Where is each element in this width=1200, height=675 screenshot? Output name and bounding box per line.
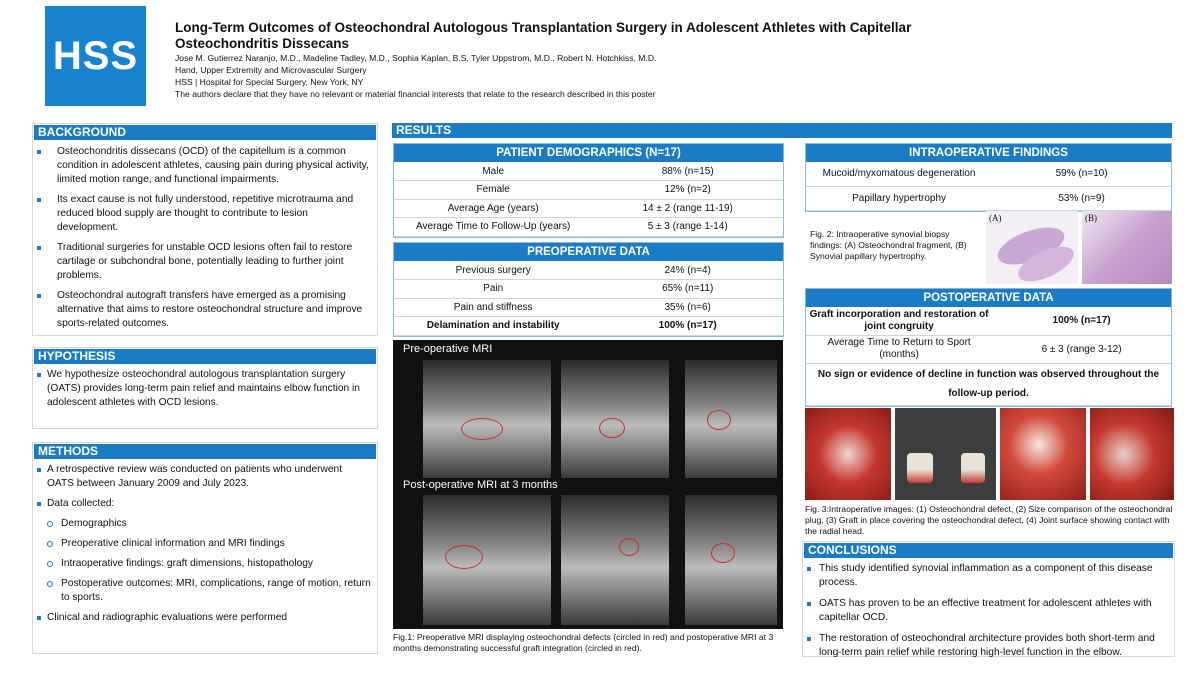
graft-circle xyxy=(619,538,639,556)
graft-circle xyxy=(445,545,483,569)
background-item: Traditional surgeries for unstable OCD lesions often fail to restore cartilage or subchondral bone, potentially leading to further joint problems. xyxy=(33,241,369,283)
label-b: (B) xyxy=(1085,213,1097,223)
mri-image xyxy=(423,495,551,625)
graft-circle xyxy=(711,543,735,563)
demographics-table xyxy=(393,143,784,238)
table-row xyxy=(394,181,783,200)
conclusions-heading: CONCLUSIONS xyxy=(804,543,1173,558)
biopsy-image-b xyxy=(1082,211,1172,284)
mri-image xyxy=(685,360,777,478)
fig1-caption: Fig.1: Preoperative MRI displaying osteochondral defects (circled in red) and postoperative MRI at 3 months demonstrating successful graft integration (circled in red). xyxy=(393,632,774,653)
results-heading: RESULTS xyxy=(392,123,1172,138)
title-line-2: Osteochondritis Dissecans xyxy=(175,36,350,51)
methods-subitem: Intraoperative findings: graft dimensions, histopathology xyxy=(33,557,371,571)
cell-value: 53% (n=9) xyxy=(992,186,1171,210)
logo-text: HSS xyxy=(52,33,139,78)
table-row xyxy=(394,162,783,181)
cell-label: Previous surgery xyxy=(394,261,592,280)
intraop-photo-3 xyxy=(1000,408,1086,500)
cell-label: Average Time to Follow-Up (years) xyxy=(394,218,592,237)
background-item: Its exact cause is not fully understood, repetitive microtrauma and reduced blood supply are thought to contribute to lesion development. xyxy=(33,193,369,235)
fig3-caption: Fig. 3:Intraoperative images: (1) Osteochondral defect, (2) Size comparison of the osteochondral plug, (3) Graft in place covering the osteochondral defect, (4) Joint surface showing contact with the radial head. xyxy=(805,504,1173,536)
conclusion-item: The restoration of osteochondral architecture provides both short-term and long-term pain relief while restoring high-level function in the elbow. xyxy=(803,632,1170,660)
defect-circle xyxy=(461,418,503,440)
table-row xyxy=(394,199,783,218)
methods-subitem: Preoperative clinical information and MRI findings xyxy=(33,537,371,551)
biopsy-image-a xyxy=(986,211,1078,284)
hypothesis-list xyxy=(33,368,377,410)
hypothesis-text: We hypothesize osteochondral autologous transplantation surgery (OATS) provides long-term pain relief and maintains elbow function in adolescent athletes with OCD lesions. xyxy=(33,368,371,410)
intraop-title: INTRAOPERATIVE FINDINGS xyxy=(806,144,1171,162)
demographics-title: PATIENT DEMOGRAPHICS (N=17) xyxy=(394,144,783,162)
hypothesis-heading: HYPOTHESIS xyxy=(34,349,376,364)
cell-value: 35% (n=6) xyxy=(592,298,783,317)
preop-table xyxy=(393,242,784,337)
conclusions-list xyxy=(803,562,1174,660)
department: Hand, Upper Extremity and Microvascular Surgery xyxy=(175,65,367,75)
poster-title xyxy=(175,20,1175,52)
postop-table xyxy=(805,288,1172,407)
defect-circle xyxy=(599,418,625,438)
conclusion-item: OATS has proven to be an effective treatment for adolescent athletes with capitellar OCD. xyxy=(803,597,1170,625)
disclosure: The authors declare that they have no relevant or material financial interests that relate to the research described in this poster xyxy=(175,89,656,99)
intraop-table xyxy=(805,143,1172,212)
cell-label: Delamination and instability xyxy=(394,317,592,336)
methods-item: A retrospective review was conducted on patients who underwent OATS between January 2009 and July 2023. xyxy=(33,463,371,491)
methods-item: Data collected: xyxy=(33,497,371,511)
postop-note: No sign or evidence of decline in function was observed throughout the follow-up period. xyxy=(806,363,1171,405)
cell-label: Pain xyxy=(394,280,592,299)
cell-label: Average Age (years) xyxy=(394,199,592,218)
mri-image xyxy=(561,495,669,625)
background-panel xyxy=(32,123,378,336)
postop-title: POSTOPERATIVE DATA xyxy=(806,289,1171,307)
cell-value: 65% (n=11) xyxy=(592,280,783,299)
methods-panel xyxy=(32,442,378,654)
hss-logo xyxy=(45,6,146,106)
background-heading: BACKGROUND xyxy=(34,125,376,140)
table-row xyxy=(806,162,1171,186)
cell-label: Graft incorporation and restoration of joint congruity xyxy=(806,307,992,335)
preop-title: PREOPERATIVE DATA xyxy=(394,243,783,261)
methods-item: Clinical and radiographic evaluations were performed xyxy=(33,611,371,625)
intraop-photo-1 xyxy=(805,408,891,500)
cell-value: 100% (n=17) xyxy=(592,317,783,336)
background-item: Osteochondral autograft transfers have emerged as a promising alternative that aims to restore osteochondral structure and improve sports-related outcomes. xyxy=(33,289,369,331)
authors: Jose M. Gutierrez Naranjo, M.D., Madeline Tadley, M.D., Sophia Kaplan, B.S, Tyler Uppstrom, M.D., Robert N. Hotchkiss, M.D. xyxy=(175,53,657,63)
post-op-mri-label: Post-operative MRI at 3 months xyxy=(403,479,558,491)
cell-value: 59% (n=10) xyxy=(992,162,1171,186)
background-item: Osteochondritis dissecans (OCD) of the capitellum is a common condition in adolescent athletes, causing pain during physical activity, limited motion range, and functional impairments. xyxy=(33,145,369,187)
cell-label: Average Time to Return to Sport (months) xyxy=(806,335,992,363)
cell-value: 6 ± 3 (range 3-12) xyxy=(992,335,1171,363)
cell-label: Male xyxy=(394,162,592,181)
cell-value: 100% (n=17) xyxy=(992,307,1171,335)
methods-subitem: Postoperative outcomes: MRI, complications, range of motion, return to sports. xyxy=(33,577,371,605)
table-row xyxy=(806,335,1171,363)
table-row xyxy=(394,280,783,299)
table-row xyxy=(394,261,783,280)
table-row xyxy=(806,186,1171,210)
intraop-photo-4 xyxy=(1090,408,1174,500)
cell-value: 5 ± 3 (range 1-14) xyxy=(592,218,783,237)
cell-value: 14 ± 2 (range 11-19) xyxy=(592,199,783,218)
cell-value: 88% (n=15) xyxy=(592,162,783,181)
intraop-photo-2 xyxy=(895,408,996,500)
hypothesis-panel xyxy=(32,347,378,429)
title-line-1: Long-Term Outcomes of Osteochondral Autologous Transplantation Surgery in Adolescent Athletes with Capitellar xyxy=(175,20,912,35)
methods-subitem: Demographics xyxy=(33,517,371,531)
table-row xyxy=(806,363,1171,405)
conclusion-item: This study identified synovial inflammation as a component of this disease process. xyxy=(803,562,1170,590)
table-row xyxy=(394,317,783,336)
institution: HSS | Hospital for Special Surgery, New York, NY xyxy=(175,77,364,87)
table-row xyxy=(394,218,783,237)
cell-label: Female xyxy=(394,181,592,200)
conclusions-panel xyxy=(802,541,1175,657)
cell-label: Papillary hypertrophy xyxy=(806,186,992,210)
cell-value: 12% (n=2) xyxy=(592,181,783,200)
background-list xyxy=(33,145,377,331)
cell-label: Pain and stiffness xyxy=(394,298,592,317)
mri-figure xyxy=(393,340,783,629)
defect-circle xyxy=(707,410,731,430)
table-row xyxy=(806,307,1171,335)
cell-label: Mucoid/myxomatous degeneration xyxy=(806,162,992,186)
cell-value: 24% (n=4) xyxy=(592,261,783,280)
pre-op-mri-label: Pre-operative MRI xyxy=(403,343,493,355)
plug xyxy=(961,453,985,483)
fig2-caption: Fig. 2: Intraoperative synovial biopsy findings: (A) Osteochondral fragment, (B) Synovial papillary hypertrophy. xyxy=(810,229,967,261)
plug xyxy=(907,453,933,483)
methods-heading: METHODS xyxy=(34,444,376,459)
label-a: (A) xyxy=(989,213,1002,223)
table-row xyxy=(394,298,783,317)
methods-list xyxy=(33,463,377,625)
